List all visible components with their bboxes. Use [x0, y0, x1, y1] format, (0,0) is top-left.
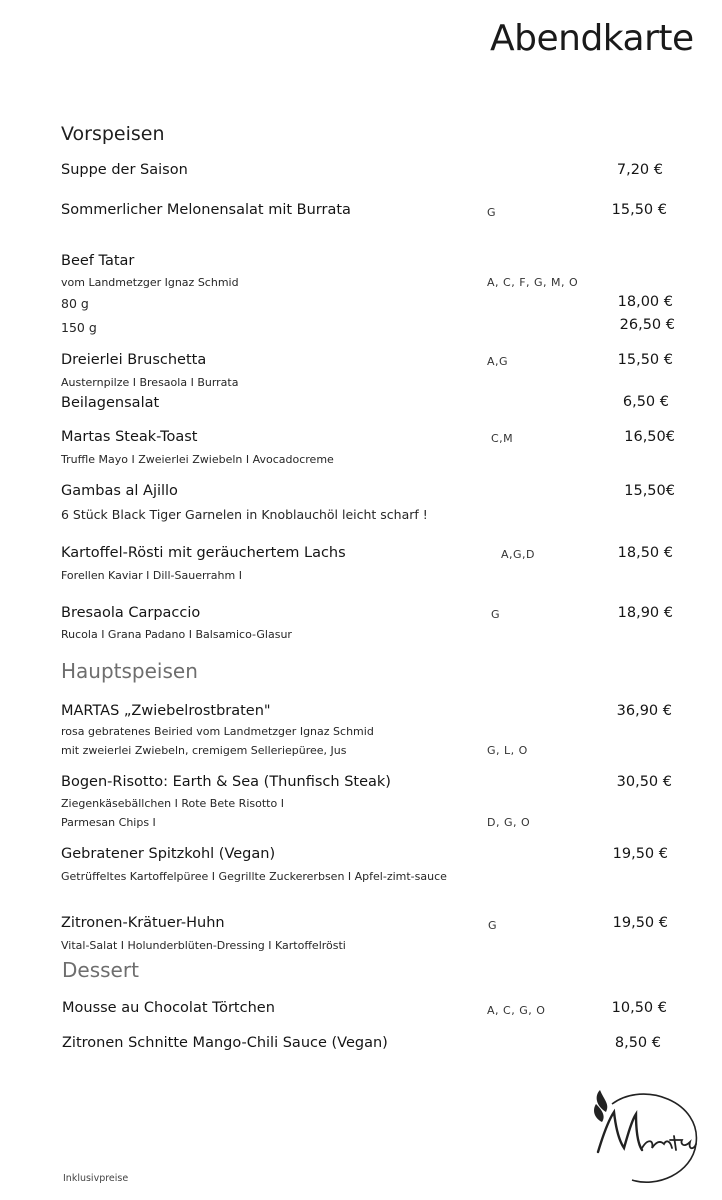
- item-allergens: A, C, F, G, M, O: [487, 276, 579, 289]
- item-description: Vital-Salat I Holunderblüten-Dressing I Kartoffelrösti: [61, 939, 346, 952]
- item-allergens: G: [487, 206, 497, 219]
- item-size: 150 g: [61, 320, 97, 335]
- item-allergens: A,G: [487, 355, 509, 368]
- marta-logo: [584, 1082, 704, 1192]
- item-price: 15,50 €: [611, 202, 667, 218]
- item-allergens: G: [491, 608, 501, 621]
- item-price: 16,50€: [624, 429, 675, 445]
- item-name: Suppe der Saison: [61, 162, 188, 178]
- item-name: Gambas al Ajillo: [61, 483, 178, 499]
- item-name: Gebratener Spitzkohl (Vegan): [61, 846, 276, 862]
- item-allergens: A, C, G, O: [487, 1004, 546, 1017]
- page-title: Abendkarte: [490, 18, 694, 59]
- item-name: Sommerlicher Melonensalat mit Burrata: [61, 202, 351, 218]
- item-name: MARTAS „Zwiebelrostbraten": [61, 703, 271, 719]
- item-name: Bogen-Risotto: Earth & Sea (Thunfisch Steak): [61, 774, 391, 790]
- item-allergens: A,G,D: [501, 548, 536, 561]
- footer-note: Inklusivpreise: [63, 1173, 129, 1184]
- item-price: 18,50 €: [617, 545, 673, 561]
- item-price: 18,00 €: [617, 294, 673, 310]
- item-name: Martas Steak-Toast: [61, 429, 198, 445]
- item-price: 6,50 €: [622, 394, 669, 410]
- item-price: 19,50 €: [612, 915, 668, 931]
- section-heading-dessert: Dessert: [62, 958, 139, 982]
- item-name: Kartoffel-Rösti mit geräuchertem Lachs: [61, 545, 346, 561]
- item-description: Ziegenkäsebällchen I Rote Bete Risotto I: [61, 797, 284, 810]
- item-allergens: C,M: [491, 432, 514, 445]
- item-price: 7,20 €: [616, 162, 663, 178]
- item-price: 30,50 €: [616, 774, 672, 790]
- item-allergens: G, L, O: [487, 744, 528, 757]
- item-name: Zitronen-Krätuer-Huhn: [61, 915, 225, 931]
- item-description: Forellen Kaviar I Dill-Sauerrahm I: [61, 569, 242, 582]
- item-allergens: D, G, O: [487, 816, 531, 829]
- item-description: Rucola I Grana Padano I Balsamico-Glasur: [61, 628, 292, 641]
- logo-graphic: [584, 1082, 704, 1192]
- item-name: Bresaola Carpaccio: [61, 605, 201, 621]
- item-price: 19,50 €: [612, 846, 668, 862]
- item-description: Austernpilze I Bresaola I Burrata: [61, 376, 239, 389]
- item-name: Beilagensalat: [61, 395, 160, 411]
- item-price: 10,50 €: [611, 1000, 667, 1016]
- item-price: 18,90 €: [617, 605, 673, 621]
- item-price: 15,50 €: [617, 352, 673, 368]
- item-price: 8,50 €: [614, 1035, 661, 1051]
- item-description: 6 Stück Black Tiger Garnelen in Knoblauchöl leicht scharf !: [61, 507, 428, 522]
- item-price: 26,50 €: [619, 317, 675, 333]
- item-description: vom Landmetzger Ignaz Schmid: [61, 276, 239, 289]
- section-heading-vorspeisen: Vorspeisen: [61, 123, 165, 145]
- item-description: Getrüffeltes Kartoffelpüree I Gegrillte Zuckererbsen I Apfel-zimt-sauce: [61, 870, 447, 883]
- item-name: Dreierlei Bruschetta: [61, 352, 207, 368]
- item-name: Beef Tatar: [61, 253, 135, 269]
- item-name: Mousse au Chocolat Törtchen: [62, 1000, 275, 1016]
- item-price: 36,90 €: [616, 703, 672, 719]
- item-price: 15,50€: [624, 483, 675, 499]
- item-description: rosa gebratenes Beiried vom Landmetzger Ignaz Schmid: [61, 725, 374, 738]
- item-size: 80 g: [61, 296, 89, 311]
- item-description: mit zweierlei Zwiebeln, cremigem Selleriepüree, Jus: [61, 744, 347, 757]
- section-heading-hauptspeisen: Hauptspeisen: [61, 659, 198, 683]
- item-description: Truffle Mayo I Zweierlei Zwiebeln I Avocadocreme: [61, 453, 334, 466]
- item-allergens: G: [488, 919, 498, 932]
- item-description: Parmesan Chips I: [61, 816, 156, 829]
- item-name: Zitronen Schnitte Mango-Chili Sauce (Vegan): [62, 1035, 388, 1051]
